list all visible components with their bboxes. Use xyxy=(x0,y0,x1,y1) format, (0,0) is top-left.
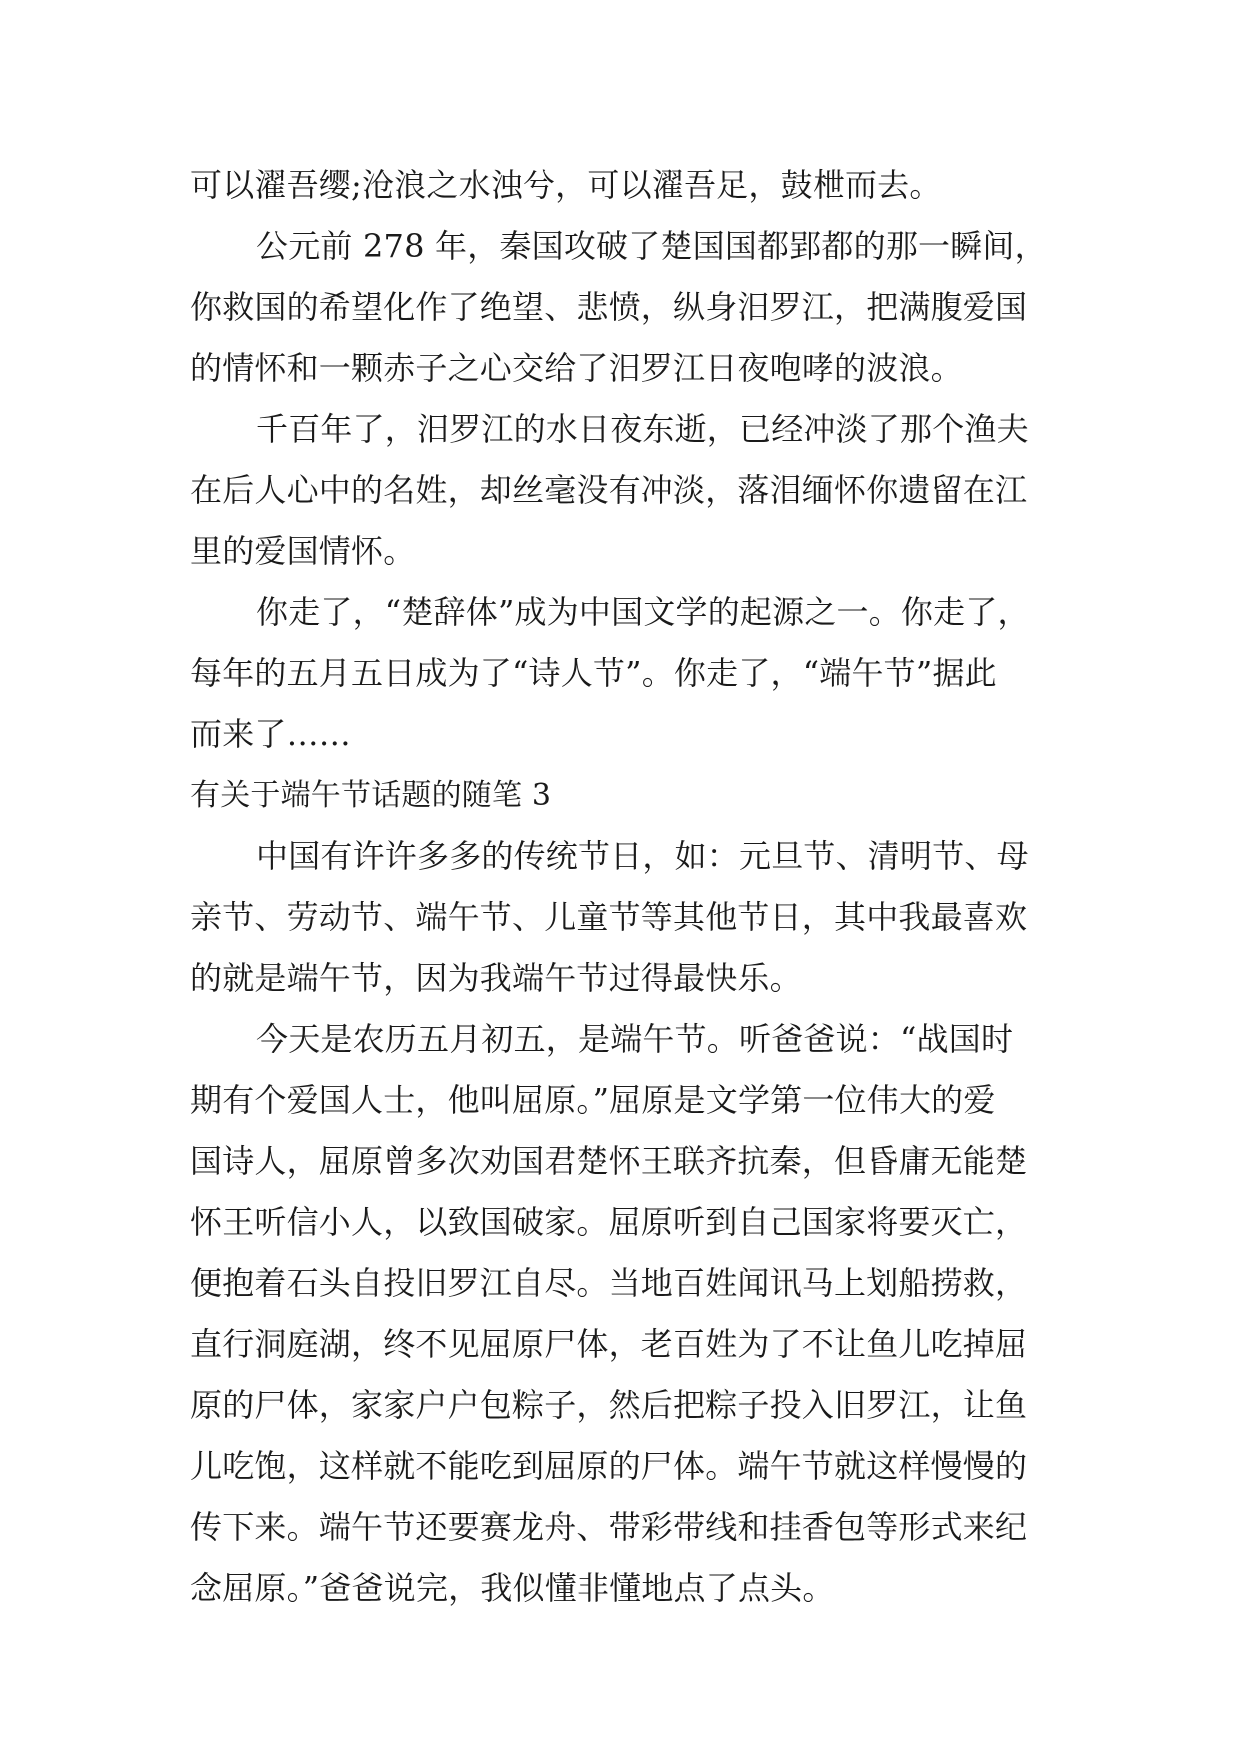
text-line: 国诗人，屈原曾多次劝国君楚怀王联齐抗秦，但昏庸无能楚 xyxy=(190,1142,1028,1180)
text-line: 的情怀和一颗赤子之心交给了汨罗江日夜咆哮的波浪。 xyxy=(190,349,963,387)
text-line: 你救国的希望化作了绝望、悲愤，纵身汨罗江，把满腹爱国 xyxy=(190,288,1028,326)
text-line: 亲节、劳动节、端午节、儿童节等其他节日，其中我最喜欢 xyxy=(190,898,1028,936)
text-line: 儿吃饱，这样就不能吃到屈原的尸体。端午节就这样慢慢的 xyxy=(190,1447,1028,1485)
paragraph-start-line: 公元前 278 年，秦国攻破了楚国国都郢都的那一瞬间， xyxy=(256,227,1047,265)
text-line: 直行洞庭湖，终不见屈原尸体，老百姓为了不让鱼儿吃掉屈 xyxy=(190,1325,1028,1363)
text-line: 每年的五月五日成为了“诗人节”。你走了，“端午节”据此 xyxy=(190,654,997,692)
text-line: 便抱着石头自投旧罗江自尽。当地百姓闻讯马上划船捞救， xyxy=(190,1264,1028,1302)
text-line: 原的尸体，家家户户包粽子，然后把粽子投入旧罗江，让鱼 xyxy=(190,1386,1028,1424)
text-line: 里的爱国情怀。 xyxy=(190,532,416,570)
text-line: 在后人心中的名姓，却丝毫没有冲淡，落泪缅怀你遗留在江 xyxy=(190,471,1028,509)
text-line: 期有个爱国人士，他叫屈原。”屈原是文学第一位伟大的爱 xyxy=(190,1081,996,1119)
section-heading: 有关于端午节话题的随笔 3 xyxy=(190,778,552,813)
text-line: 传下来。端午节还要赛龙舟、带彩带线和挂香包等形式来纪 xyxy=(190,1508,1028,1546)
text-line: 念屈原。”爸爸说完，我似懂非懂地点了点头。 xyxy=(190,1569,835,1607)
paragraph-start-line: 你走了，“楚辞体”成为中国文学的起源之一。你走了， xyxy=(256,593,1030,631)
paragraph-start-line: 中国有许许多多的传统节日，如：元旦节、清明节、母 xyxy=(256,837,1029,875)
text-line: 怀王听信小人，以致国破家。屈原听到自己国家将要灭亡， xyxy=(190,1203,1028,1241)
document-page xyxy=(190,155,1070,1619)
paragraph-start-line: 千百年了，汨罗江的水日夜东逝，已经冲淡了那个渔夫 xyxy=(256,410,1029,448)
paragraph-start-line: 今天是农历五月初五，是端午节。听爸爸说：“战国时 xyxy=(256,1020,1014,1058)
text-line: 的就是端午节，因为我端午节过得最快乐。 xyxy=(190,959,802,997)
text-line: 可以濯吾缨;沧浪之水浊兮，可以濯吾足，鼓枻而去。 xyxy=(190,166,942,204)
text-line: 而来了…… xyxy=(190,715,352,753)
